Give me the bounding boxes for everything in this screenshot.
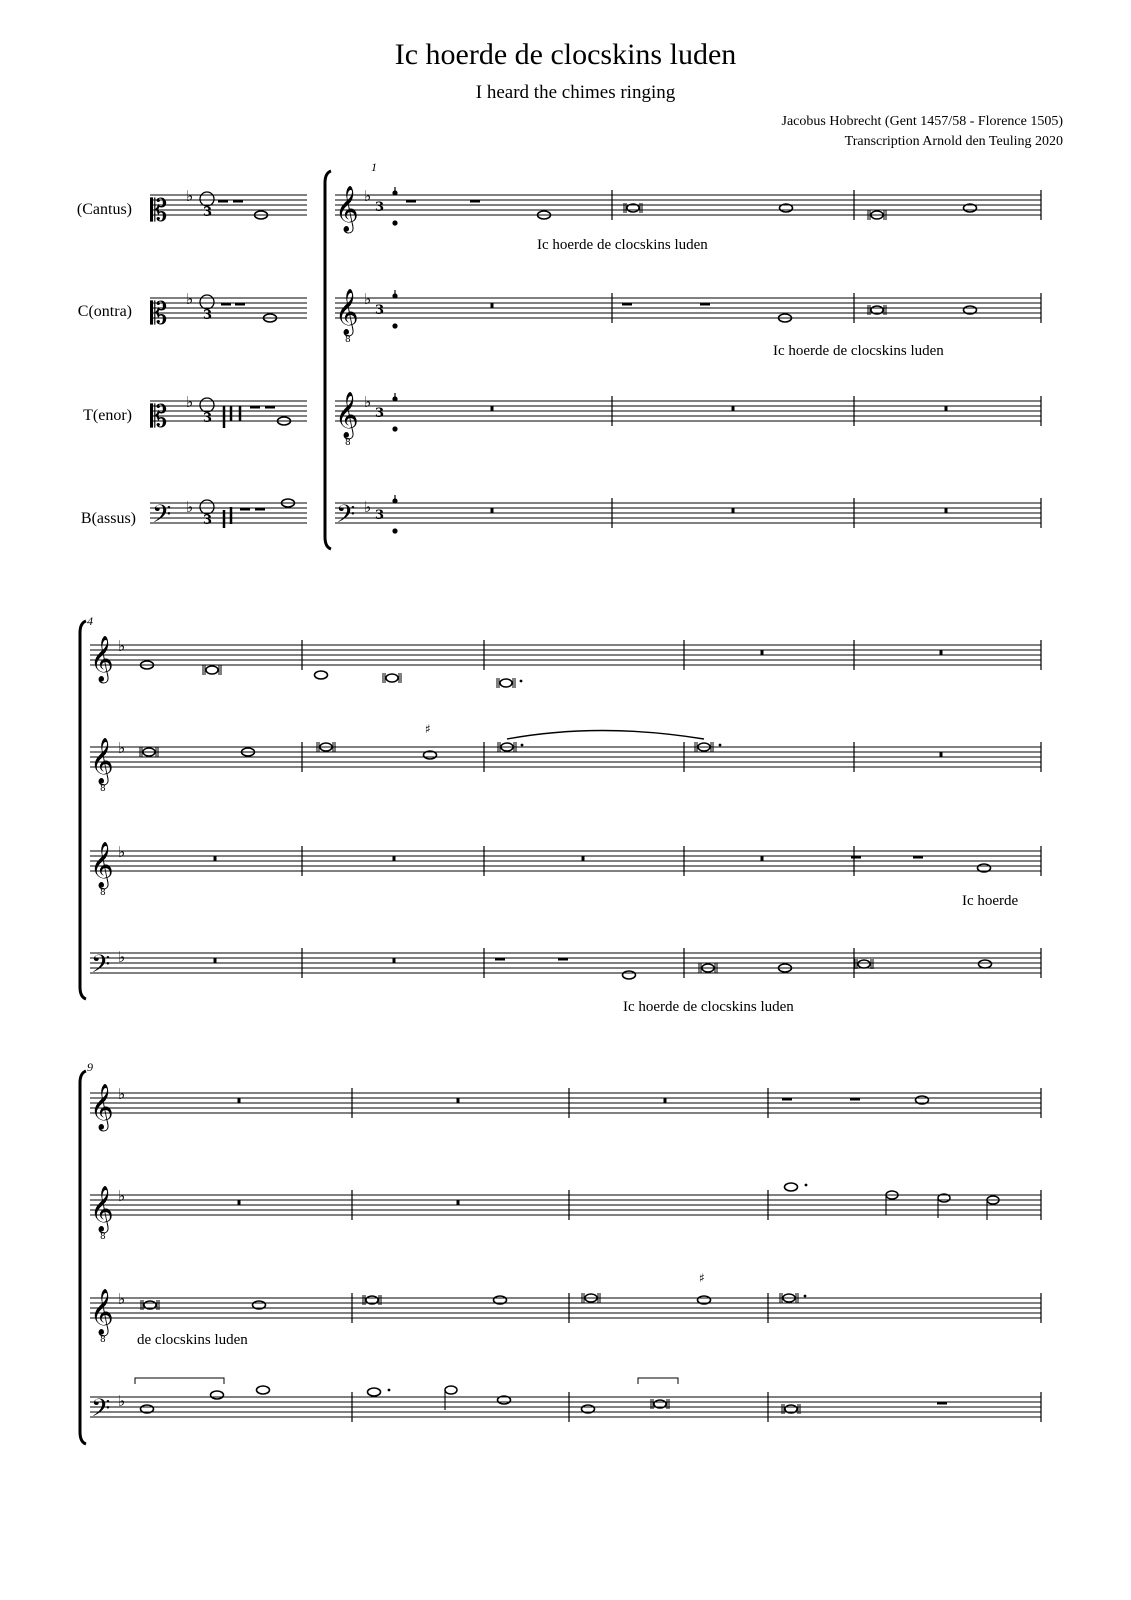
mensuration-sign	[200, 192, 214, 206]
mensuration-number: 3	[375, 303, 385, 318]
part-name-bassus: B(assus)	[80, 510, 136, 527]
system2-staff-1	[90, 645, 1041, 665]
semibreve-rest	[700, 303, 710, 306]
breve-rest	[940, 650, 943, 655]
breve-rest	[457, 1200, 460, 1205]
tie-arc	[507, 731, 704, 740]
flat-sign: ♭	[364, 187, 372, 205]
breve-note	[203, 665, 221, 675]
breve-rest	[761, 856, 764, 861]
incipit-staff-1	[150, 195, 307, 215]
breve-rest	[491, 303, 494, 308]
breve-rest	[732, 508, 735, 513]
semibreve-note	[623, 971, 636, 979]
flat-sign: ♭	[118, 1085, 126, 1103]
octave-mark: 8	[345, 335, 351, 345]
mensuration-number: 3	[203, 513, 213, 528]
score-notation	[80, 171, 1041, 1444]
system1-staff-1	[335, 195, 1041, 215]
augmentation-dot	[804, 1295, 807, 1298]
minim-note	[445, 1386, 457, 1410]
transcriber-credit: Transcription Arnold den Teuling 2020	[844, 134, 1063, 149]
treble-clef-icon: 𝄞	[335, 289, 359, 335]
octave-mark: 8	[100, 888, 106, 898]
flat-sign: ♭	[364, 498, 372, 516]
treble-clef-icon: 𝄞	[90, 1289, 114, 1335]
treble-clef-icon: 𝄞	[90, 1186, 114, 1232]
c-clef-icon: 𝄡	[150, 399, 168, 435]
flat-sign: ♭	[186, 498, 194, 516]
semibreve-rest	[470, 200, 480, 203]
flat-sign: ♭	[118, 1290, 126, 1308]
semibreve-rest	[850, 1098, 860, 1101]
lyric-bassus-system-2: Ic hoerde de clocskins luden	[623, 999, 794, 1015]
sharp-sign: ♯	[699, 1271, 705, 1285]
system3-staff-3	[90, 1298, 1041, 1318]
breve-note	[497, 678, 515, 688]
mensuration-sign	[200, 500, 214, 514]
proportion-dot-bottom	[392, 323, 397, 328]
flat-sign: ♭	[118, 1392, 126, 1410]
breve-rest	[238, 1200, 241, 1205]
ligature-bracket	[135, 1378, 224, 1384]
minim-note	[938, 1194, 950, 1218]
lyric-contra-system-1: Ic hoerde de clocskins luden	[773, 343, 944, 359]
semibreve-rest	[221, 303, 231, 306]
semibreve-rest	[240, 508, 250, 511]
breve-rest	[214, 856, 217, 861]
flat-sign: ♭	[118, 739, 126, 757]
system1-staff-3	[335, 401, 1041, 421]
part-name-tenor: T(enor)	[83, 407, 132, 424]
system2-staff-3	[90, 851, 1041, 871]
breve-note	[383, 673, 401, 683]
semibreve-note	[979, 960, 992, 968]
mensuration-sign	[200, 295, 214, 309]
semibreve-note	[211, 1391, 224, 1399]
augmentation-dot	[520, 680, 523, 683]
system1-staff-4	[335, 503, 1041, 523]
breve-rest	[214, 958, 217, 963]
semibreve-note	[368, 1388, 381, 1396]
breve-rest	[393, 856, 396, 861]
semibreve-rest	[406, 200, 416, 203]
incipit-staff-3	[150, 401, 307, 421]
augmentation-dot	[521, 744, 524, 747]
treble-clef-icon: 𝄞	[90, 636, 114, 682]
octave-mark: 8	[345, 438, 351, 448]
breve-rest	[582, 856, 585, 861]
treble-clef-icon: 𝄞	[335, 392, 359, 438]
mensuration-number: 3	[375, 200, 385, 215]
semibreve-note	[315, 671, 328, 679]
ligature-bracket	[638, 1378, 678, 1384]
flat-sign: ♭	[186, 393, 194, 411]
measure-number-system-3: 9	[87, 1060, 93, 1074]
semibreve-rest	[851, 856, 861, 859]
breve-rest	[761, 650, 764, 655]
semibreve-rest	[495, 958, 505, 961]
system3-staff-2	[90, 1195, 1041, 1215]
measure-number-system-1: 1	[371, 160, 377, 174]
breve-rest	[664, 1098, 667, 1103]
treble-clef-icon: 𝄞	[90, 842, 114, 888]
flat-sign: ♭	[364, 393, 372, 411]
semibreve-rest	[250, 406, 260, 409]
flat-sign: ♭	[186, 290, 194, 308]
breve-rest	[945, 406, 948, 411]
mensuration-number: 3	[203, 205, 213, 220]
mensuration-number: 3	[203, 308, 213, 323]
mensuration-number: 3	[203, 411, 213, 426]
system2-staff-2	[90, 747, 1041, 767]
augmentation-dot	[388, 1389, 391, 1392]
breve-rest	[732, 406, 735, 411]
semibreve-rest	[255, 508, 265, 511]
lyric-tenor-system-3: de clocskins luden	[137, 1332, 248, 1348]
semibreve-rest	[233, 200, 243, 203]
breve-rest	[491, 508, 494, 513]
composer-credit: Jacobus Hobrecht (Gent 1457/58 - Florence 1505)	[781, 114, 1063, 129]
semibreve-rest	[913, 856, 923, 859]
part-name-cantus: (Cantus)	[76, 201, 132, 218]
semibreve-rest	[265, 406, 275, 409]
semibreve-note	[785, 1183, 798, 1191]
flat-sign: ♭	[118, 1187, 126, 1205]
system-bracket	[80, 621, 86, 999]
system2-staff-4	[90, 953, 1041, 973]
octave-mark: 8	[100, 1232, 106, 1242]
bass-clef-icon: 𝄢	[91, 1394, 111, 1429]
sharp-sign: ♯	[425, 722, 431, 736]
semibreve-rest	[782, 1098, 792, 1101]
proportion-dot-bottom	[392, 528, 397, 533]
lyric-cantus-system-1: Ic hoerde de clocskins luden	[537, 237, 708, 253]
system-bracket	[325, 171, 331, 549]
bass-clef-icon: 𝄢	[336, 500, 356, 535]
breve-rest	[457, 1098, 460, 1103]
system-bracket	[80, 1071, 86, 1444]
page-title: Ic hoerde de clocskins luden	[394, 38, 737, 71]
octave-mark: 8	[100, 1335, 106, 1345]
semibreve-note	[257, 1386, 270, 1394]
breve-rest	[238, 1098, 241, 1103]
mensuration-sign	[200, 398, 214, 412]
octave-mark: 8	[100, 784, 106, 794]
mensuration-number: 3	[375, 508, 385, 523]
flat-sign: ♭	[118, 843, 126, 861]
treble-clef-icon: 𝄞	[90, 738, 114, 784]
proportion-dot-bottom	[392, 220, 397, 225]
augmentation-dot	[805, 1184, 808, 1187]
breve-rest	[393, 958, 396, 963]
breve-rest	[945, 508, 948, 513]
flat-sign: ♭	[118, 637, 126, 655]
semibreve-rest	[622, 303, 632, 306]
proportion-dot-bottom	[392, 426, 397, 431]
c-clef-icon: 𝄡	[150, 296, 168, 332]
flat-sign: ♭	[186, 187, 194, 205]
treble-clef-icon: 𝄞	[335, 186, 359, 232]
augmentation-dot	[719, 744, 722, 747]
system1-staff-2	[335, 298, 1041, 318]
mensuration-number: 3	[375, 406, 385, 421]
measure-number-system-2: 4	[87, 614, 93, 628]
treble-clef-icon: 𝄞	[90, 1084, 114, 1130]
c-clef-icon: 𝄡	[150, 193, 168, 229]
system3-staff-4	[90, 1397, 1041, 1417]
part-name-contra: C(ontra)	[77, 303, 132, 320]
incipit-staff-2	[150, 298, 307, 318]
semibreve-rest	[235, 303, 245, 306]
system3-staff-1	[90, 1093, 1041, 1113]
breve-rest	[940, 752, 943, 757]
flat-sign: ♭	[118, 948, 126, 966]
page-subtitle: I heard the chimes ringing	[475, 82, 676, 103]
bass-clef-icon: 𝄢	[91, 950, 111, 985]
flat-sign: ♭	[364, 290, 372, 308]
lyric-tenor-system-2: Ic hoerde	[962, 893, 1019, 909]
semibreve-rest	[218, 200, 228, 203]
breve-rest	[491, 406, 494, 411]
semibreve-rest	[937, 1402, 947, 1405]
semibreve-rest	[558, 958, 568, 961]
bass-clef-icon: 𝄢	[152, 500, 172, 535]
